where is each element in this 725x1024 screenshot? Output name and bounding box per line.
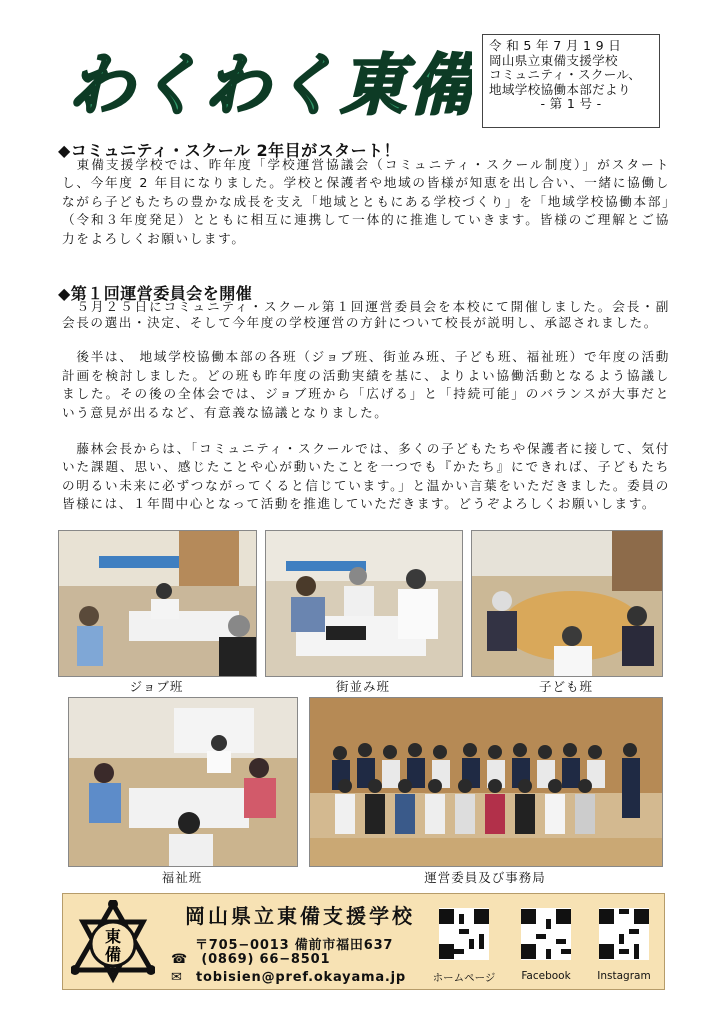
- logo-char-bottom: 備: [104, 945, 122, 964]
- issue-info-box: [482, 34, 660, 128]
- caption-committee: 運営委員及び事務局: [424, 870, 546, 885]
- section2-p1: ５月２５日にコミュニティ・スクール第１回運営委員会を本校にて開催しました。会長・副会長の選出・決定、そして今年度の学校運営の方針について校長が説明し、承認されました。: [62, 299, 670, 330]
- photo-kodomo-group: [471, 530, 663, 677]
- caption-fukushi: 福祉班: [161, 870, 203, 885]
- section1-heading: ◆コミュニティ・スクール 2年目がスタート！: [58, 141, 401, 160]
- photo-job-group: [58, 530, 257, 677]
- photo-machinami-group: [265, 530, 463, 677]
- section2-p2: 後半は、 地域学校協働本部の各班（ジョブ班、街並み班、子ども班、福祉班）で年度の活動計画を検討しました。どの班も昨年度の活動実績を基に、よりよい協働活動となるよう協議しました。その後の全体会では、ジョブ班から「広げる」と「持続可能」のバランスが大事だという意見が出るなど、有意義な協議となりました。: [62, 349, 670, 420]
- qr-label-homepage: ホームページ: [432, 972, 496, 984]
- school-contact-footer: [62, 893, 665, 990]
- school-email[interactable]: tobisien@pref.okayama.jp: [196, 970, 407, 985]
- qr-label-instagram: Instagram: [597, 970, 651, 982]
- issue-date: 令 和 5 年 7 月 1 9 日: [489, 38, 622, 53]
- photo-committee-group: [309, 697, 663, 867]
- caption-machinami: 街並み班: [335, 679, 390, 694]
- qr-code-homepage[interactable]: [439, 908, 489, 960]
- masthead-title: わくわく東備: [68, 47, 472, 122]
- photo-fukushi-group: [68, 697, 298, 867]
- school-name: 岡山県立東備支援学校: [185, 904, 415, 928]
- phone-row: [171, 952, 330, 967]
- issue-line3: 地域学校協働本部だより: [489, 81, 631, 97]
- qr-code-instagram[interactable]: [599, 908, 649, 960]
- caption-job: ジョブ班: [129, 679, 184, 694]
- school-logo: [71, 900, 155, 984]
- issue-number: - 第 1 号 -: [540, 96, 602, 112]
- qr-label-facebook: Facebook: [521, 970, 571, 982]
- school-phone: (0869) 66−8501: [201, 952, 331, 967]
- section1-body: 東備支援学校では、昨年度「学校運営協議会（コミュニティ・スクール制度）」がスタートし、今年度 2 年目になりました。学校と保護者や地域の皆様が知恵を出し合い、一緒に協働しながら子どもたちの豊かな成長を支え「地域とともにある学校づくり」を「地域学校協働本部」（令和３年度発足）とともに相互に連携して一体的に推進していきます。皆様のご理解とご協力をよろしくお願いします。: [62, 157, 670, 246]
- school-address: 〒705−0013 備前市福田637: [195, 938, 394, 953]
- section2-heading: ◆第１回運営委員会を開催: [58, 284, 253, 303]
- phone-icon: ☎: [171, 952, 188, 967]
- logo-char-top: 東: [104, 927, 122, 946]
- caption-kodomo: 子ども班: [538, 679, 593, 694]
- masthead-logo: [62, 40, 472, 122]
- issue-school: 岡山県立東備支援学校: [489, 52, 618, 68]
- section2-p3: 藤林会長からは、「コミュニティ・スクールでは、多くの子どもたちや保護者に接して、気付いた課題、思い、感じたことや心が動いたことを一つでも『かたち』にできれば、子どもたちの明るい未来に必ずつながってくると信じています。」と温かい言葉をいただきました。委員の皆様には、１年間中心となって活動を推進していただきます。どうぞよろしくお願いします。: [62, 441, 670, 512]
- mail-icon: ✉: [171, 970, 183, 985]
- email-row: [171, 970, 406, 985]
- issue-line2: コミュニティ・スクール、: [489, 67, 642, 83]
- qr-code-facebook[interactable]: [521, 908, 571, 960]
